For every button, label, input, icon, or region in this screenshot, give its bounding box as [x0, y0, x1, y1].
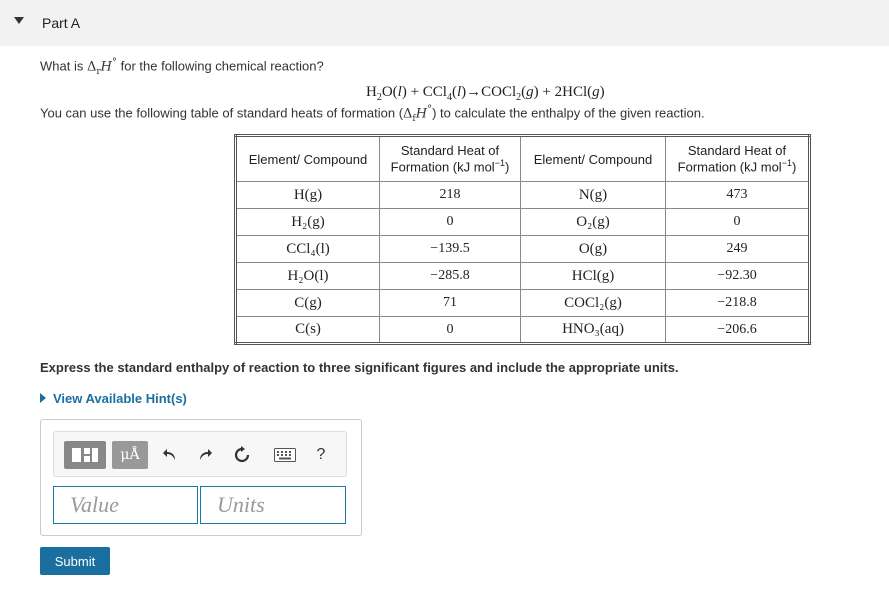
undo-icon [162, 447, 178, 463]
hints-link-label: View Available Hint(s) [53, 391, 187, 406]
heat-value-cell: 218 [380, 182, 521, 209]
header-heat-line1: Standard Heat of [687, 143, 787, 159]
compound-cell: CCl₄(l) [236, 236, 380, 263]
eq-part: )→COCl [461, 84, 517, 100]
units-button[interactable]: μÅ [112, 441, 148, 469]
header-heat-exp: −1 [781, 158, 792, 169]
table-row [236, 263, 810, 290]
compound-cell: COCl₂(g) [521, 290, 666, 317]
compound-cell: H₂O(l) [236, 263, 380, 290]
eq-part: ) + CCl [401, 84, 447, 100]
header-heat-exp: −1 [494, 158, 505, 169]
view-hints-link[interactable] [40, 391, 187, 406]
header-heat-unit: Formation (kJ mol [390, 159, 495, 175]
help-button[interactable]: ? [316, 446, 326, 463]
keyboard-button[interactable] [272, 441, 298, 469]
header-heat-close: ) [504, 159, 510, 175]
collapse-arrow-icon[interactable] [14, 17, 24, 24]
eq-part: ( [521, 84, 527, 100]
compound-cell: H(g) [236, 182, 380, 209]
question-suffix: for the following chemical reaction? [117, 58, 324, 74]
redo-button[interactable] [194, 441, 216, 469]
eq-part: 2 [376, 92, 382, 103]
compound-cell: O(g) [521, 236, 666, 263]
eq-part: ( [451, 84, 457, 100]
units-input[interactable]: Units [200, 486, 346, 524]
question-sub-r: r [96, 66, 101, 77]
question-degree: ° [112, 57, 118, 68]
intro-suffix: ) to calculate the enthalpy of the given reaction. [432, 105, 705, 121]
heat-value-cell: −218.8 [666, 290, 810, 317]
intro-prefix: You can use the following table of standard heats of formation ( [40, 105, 404, 121]
eq-part: ) + 2HCl( [533, 84, 593, 100]
value-input[interactable]: Value [53, 486, 198, 524]
compound-cell: N(g) [521, 182, 666, 209]
eq-part: H [366, 84, 377, 100]
header-heat-right [666, 136, 810, 182]
table-row [236, 209, 810, 236]
heat-value-cell: 0 [380, 317, 521, 344]
templates-button[interactable] [64, 441, 106, 469]
expand-triangle-icon [40, 393, 46, 403]
math-toolbar [53, 431, 347, 477]
reaction-equation [366, 84, 605, 103]
heat-value-cell: 473 [666, 182, 810, 209]
intro-h: H [415, 106, 428, 122]
eq-part: 4 [446, 92, 452, 103]
header-heat-line2 [380, 158, 520, 174]
question-delta: Δ [86, 59, 97, 75]
heat-value-cell: −206.6 [666, 317, 810, 344]
eq-part: 2 [516, 92, 522, 103]
reset-button[interactable] [231, 441, 253, 469]
keyboard-icon [274, 448, 296, 462]
compound-cell: C(s) [236, 317, 380, 344]
heat-value-cell: 0 [380, 209, 521, 236]
eq-part: g [526, 84, 534, 100]
heat-value-cell: −139.5 [380, 236, 521, 263]
part-title: Part A [42, 15, 81, 31]
compound-cell: C(g) [236, 290, 380, 317]
table-row [236, 290, 810, 317]
header-heat-line2 [666, 158, 808, 174]
eq-part: ) [599, 84, 605, 100]
compound-cell: HCl(g) [521, 263, 666, 290]
heat-value-cell: −285.8 [380, 263, 521, 290]
header-heat-unit: Formation (kJ mol [677, 159, 782, 175]
eq-part: l [456, 84, 462, 100]
answer-box [40, 419, 362, 536]
heats-of-formation-table [234, 134, 811, 345]
eq-part: g [592, 84, 600, 100]
heat-value-cell: −92.30 [666, 263, 810, 290]
compound-cell: H₂(g) [236, 209, 380, 236]
compound-cell: HNO₃(aq) [521, 317, 666, 344]
intro-delta: Δ [403, 106, 413, 122]
header-heat-line1: Standard Heat of [400, 143, 500, 159]
heat-value-cell: 249 [666, 236, 810, 263]
reset-icon [233, 446, 251, 464]
redo-icon [197, 447, 213, 463]
intro-degree: ° [427, 104, 433, 115]
eq-part: l [397, 84, 402, 100]
eq-part: O( [381, 84, 398, 100]
heat-value-cell: 0 [666, 209, 810, 236]
submit-button[interactable]: Submit [40, 547, 110, 575]
heat-value-cell: 71 [380, 290, 521, 317]
templates-icon [70, 445, 100, 465]
question-prefix: What is [40, 58, 87, 74]
question-text [40, 57, 324, 77]
header-heat-close: ) [791, 159, 797, 175]
table-row [236, 317, 810, 344]
part-header[interactable] [0, 0, 889, 46]
table-row [236, 182, 810, 209]
header-heat-left [380, 136, 521, 182]
header-compound-right: Element/ Compound [521, 136, 666, 182]
intro-sub-f: f [412, 113, 416, 124]
header-compound-left: Element/ Compound [236, 136, 380, 182]
table-row [236, 236, 810, 263]
compound-cell: O₂(g) [521, 209, 666, 236]
question-h: H [100, 59, 113, 75]
undo-button[interactable] [159, 441, 181, 469]
answer-instructions: Express the standard enthalpy of reaction to three significant figures and include the appropriate units. [40, 360, 679, 375]
table-intro-text [40, 104, 705, 124]
table-header-row [236, 136, 810, 182]
